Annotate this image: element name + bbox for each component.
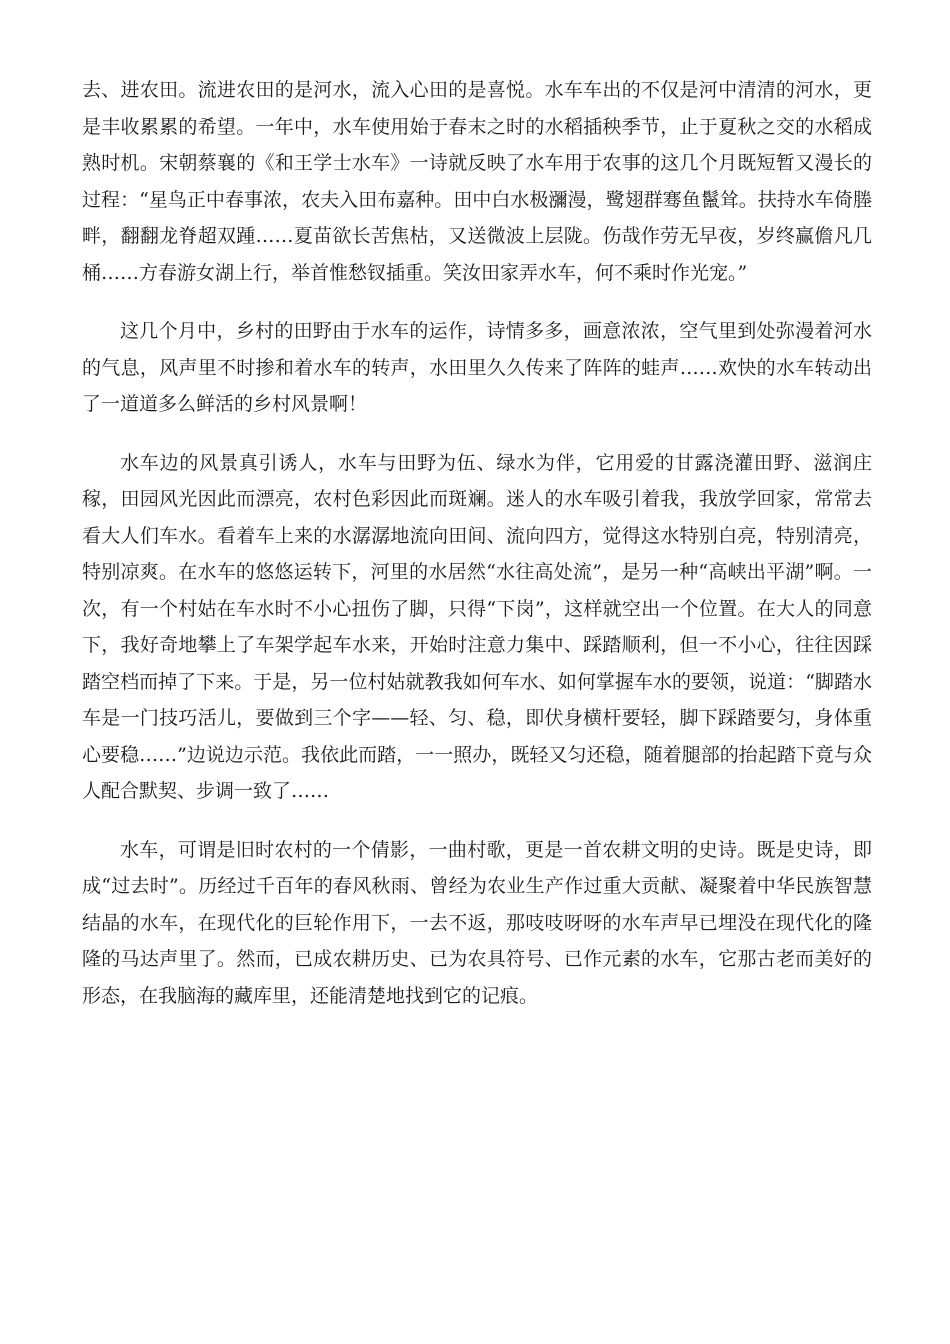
paragraph-3: 水车边的风景真引诱人，水车与田野为伍、绿水为伴，它用爱的甘露浇灌田野、滋润庄稼，田园风光因此而漂亮，农村色彩因此而斑斓。迷人的水车吸引着我，我放学回家，常常去看大人们车水。看着车上来的水潺潺地流向田间、流向四方，觉得这水特别白亮，特别清亮，特别凉爽。在水车的悠悠运转下，河里的水居然“水往高处流”，是另一种“高峡出平湖”啊。一次，有一个村姑在车水时不小心扭伤了脚，只得“下岗”，这样就空出一个位置。在大人的同意下，我好奇地攀上了车架学起车水来，开始时注意力集中、踩踏顺利，但一不小心，往往因踩踏空档而掉了下来。于是，另一位村姑就教我如何车水、如何掌握车水的要领，说道：“脚踏水车是一门技巧活儿，要做到三个字——轻、匀、稳，即伏身横杆要轻，脚下踩踏要匀，身体重心要稳……”边说边示范。我依此而踏，一一照办，既轻又匀还稳，随着腿部的抬起踏下竟与众人配合默契、步调一致了…… xyxy=(82,451,872,802)
paragraph-continued: 去、进农田。流进农田的是河水，流入心田的是喜悦。水车车出的不仅是河中清清的河水，更是丰收累累的希望。一年中，水车使用始于春末之时的水稻插秧季节，止于夏秋之交的水稻成熟时机。宋朝蔡襄的《和王学士水车》一诗就反映了水车用于农事的这几个月既短暂又漫长的过程：“星鸟正中春事浓，农夫入田布嘉种。田中白水极瀰漫，鹭翅群骞鱼鬣耸。扶持水车倚塍畔，翻翻龙脊超双踵……夏苗欲长苦焦枯，又送微波上层陇。伤哉作劳无早夜，岁终赢儋凡几桶……方春游女湖上行，举首惟愁钗插重。笑汝田家弄水车，何不乘时作光宠。” xyxy=(82,79,872,284)
article-body xyxy=(82,72,872,1036)
paragraph-4: 水车，可谓是旧时农村的一个倩影，一曲村歌，更是一首农耕文明的史诗。既是史诗，即成“过去时”。历经过千百年的春风秋雨、曾经为农业生产作过重大贡献、凝聚着中华民族智慧结晶的水车，在现代化的巨轮作用下，一去不返，那吱吱呀呀的水车声早已埋没在现代化的隆隆的马达声里了。然而，已成农耕历史、已为农具符号、已作元素的水车，它那古老而美好的形态，在我脑海的藏库里，还能清楚地找到它的记痕。 xyxy=(82,838,872,1007)
paragraph-2: 这几个月中，乡村的田野由于水车的运作，诗情多多，画意浓浓，空气里到处弥漫着河水的气息，风声里不时掺和着水车的转声，水田里久久传来了阵阵的蛙声……欢快的水车转动出了一道道多么鲜活的乡村风景啊！ xyxy=(82,320,872,415)
